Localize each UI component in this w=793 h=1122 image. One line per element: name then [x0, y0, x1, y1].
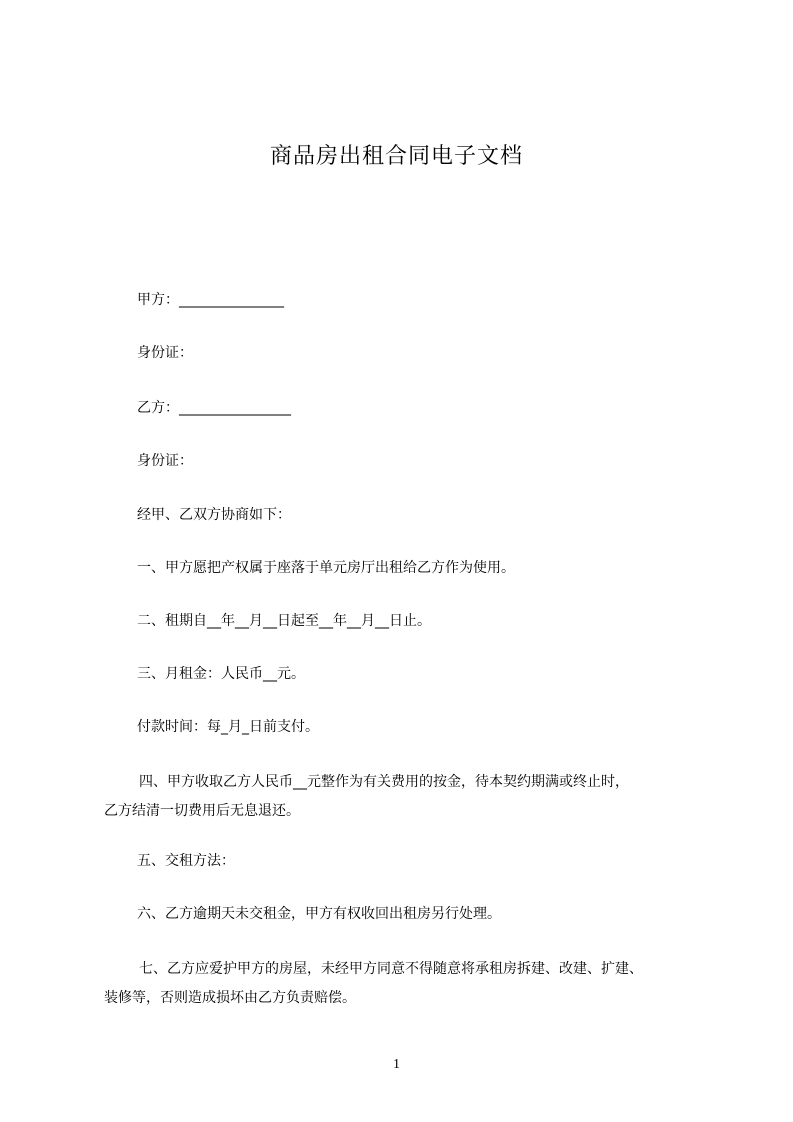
party-b-line: 乙方：________________	[137, 400, 291, 416]
clause-5: 五、交租方法：	[137, 853, 235, 869]
clause-7-line-2: 装修等，否则造成损坏由乙方负责赔偿。	[104, 990, 356, 1006]
party-a-line: 甲方：_______________	[137, 292, 284, 308]
intro-line: 经甲、乙双方协商如下：	[137, 507, 291, 523]
clause-1: 一、甲方愿把产权属于座落于单元房厅出租给乙方作为使用。	[137, 560, 515, 576]
document-title: 商品房出租合同电子文档	[269, 144, 523, 169]
clause-6: 六、乙方逾期天未交租金，甲方有权收回出租房另行处理。	[137, 906, 501, 922]
clause-3: 三、月租金：人民币__元。	[137, 666, 305, 682]
clause-4	[104, 768, 704, 826]
clause-7	[104, 955, 704, 1013]
page-number: 1	[393, 1057, 400, 1072]
party-a-id-line: 身份证：	[137, 345, 193, 361]
clause-2: 二、租期自__年__月__日起至__年__月__日止。	[137, 613, 431, 629]
clause-7-line-1: 七、乙方应爱护甲方的房屋，未经甲方同意不得随意将承租房拆建、改建、扩建、	[139, 961, 643, 977]
clause-4-line-2: 乙方结清一切费用后无息退还。	[104, 803, 300, 819]
payment-time-line: 付款时间：每_月_日前支付。	[137, 719, 319, 735]
clause-4-line-1: 四、甲方收取乙方人民币__元整作为有关费用的按金，待本契约期满或终止时，	[139, 774, 629, 790]
party-b-id-line: 身份证：	[137, 453, 193, 469]
